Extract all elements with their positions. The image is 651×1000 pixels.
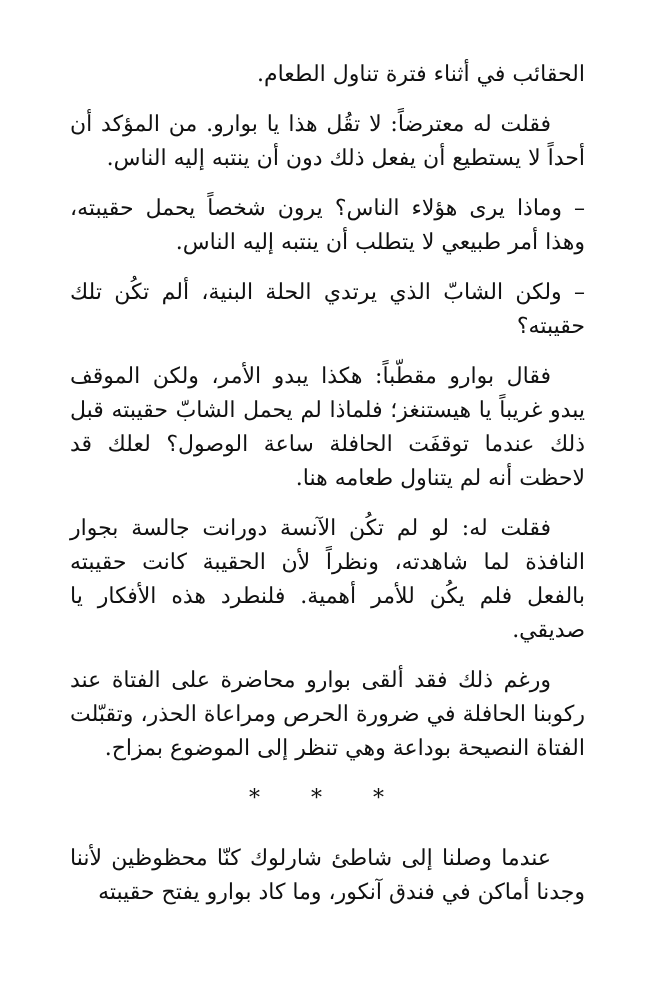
paragraph-3: – وماذا يرى هؤلاء الناس؟ يرون شخصاً يحمل حقيبته، وهذا أمر طبيعي لا يتطلب أن ينتبه إليه الناس. (70, 196, 585, 255)
paragraph-5: فقال بوارو مقطّباً: هكذا يبدو الأمر، ولكن الموقف يبدو غريباً يا هيستنغز؛ فلماذا لم يحمل الشابّ حقيبته قبل ذلك عندما توقفَت الحافلة ساعة الوصول؟ لعلك قد لاحظت أنه لم يتناول طعامه هنا. (70, 364, 585, 491)
paragraph-4: – ولكن الشابّ الذي يرتدي الحلة البنية، ألم تكُن تلك حقيبته؟ (70, 280, 585, 339)
paragraph-8: عندما وصلنا إلى شاطئ شارلوك كنّا محظوظين لأننا وجدنا أماكن في فندق آنكور، وما كاد بوارو يفتح حقيبته (70, 846, 585, 905)
section-separator: * * * (249, 786, 406, 811)
paragraph-7: ورغم ذلك فقد ألقى بوارو محاضرة على الفتاة عند ركوبنا الحافلة في ضرورة الحرص ومراعاة الحذر، وتقبّلت الفتاة النصيحة بوداعة وهي تنظر إلى الموضوع بمزاح. (70, 668, 585, 761)
paragraph-1: الحقائب في أثناء فترة تناول الطعام. (256, 62, 585, 87)
paragraph-2: فقلت له معترضاً: لا تقُل هذا يا بوارو. من المؤكد أن أحداً لا يستطيع أن يفعل ذلك دون أن ينتبه إليه الناس. (70, 112, 585, 171)
paragraph-6: فقلت له: لو لم تكُن الآنسة دورانت جالسة بجوار النافذة لما شاهدته، ونظراً لأن الحقيبة كانت حقيبته بالفعل فلم يكُن للأمر أهمية. فلنطرد هذه الأفكار يا صديقي. (70, 516, 585, 643)
